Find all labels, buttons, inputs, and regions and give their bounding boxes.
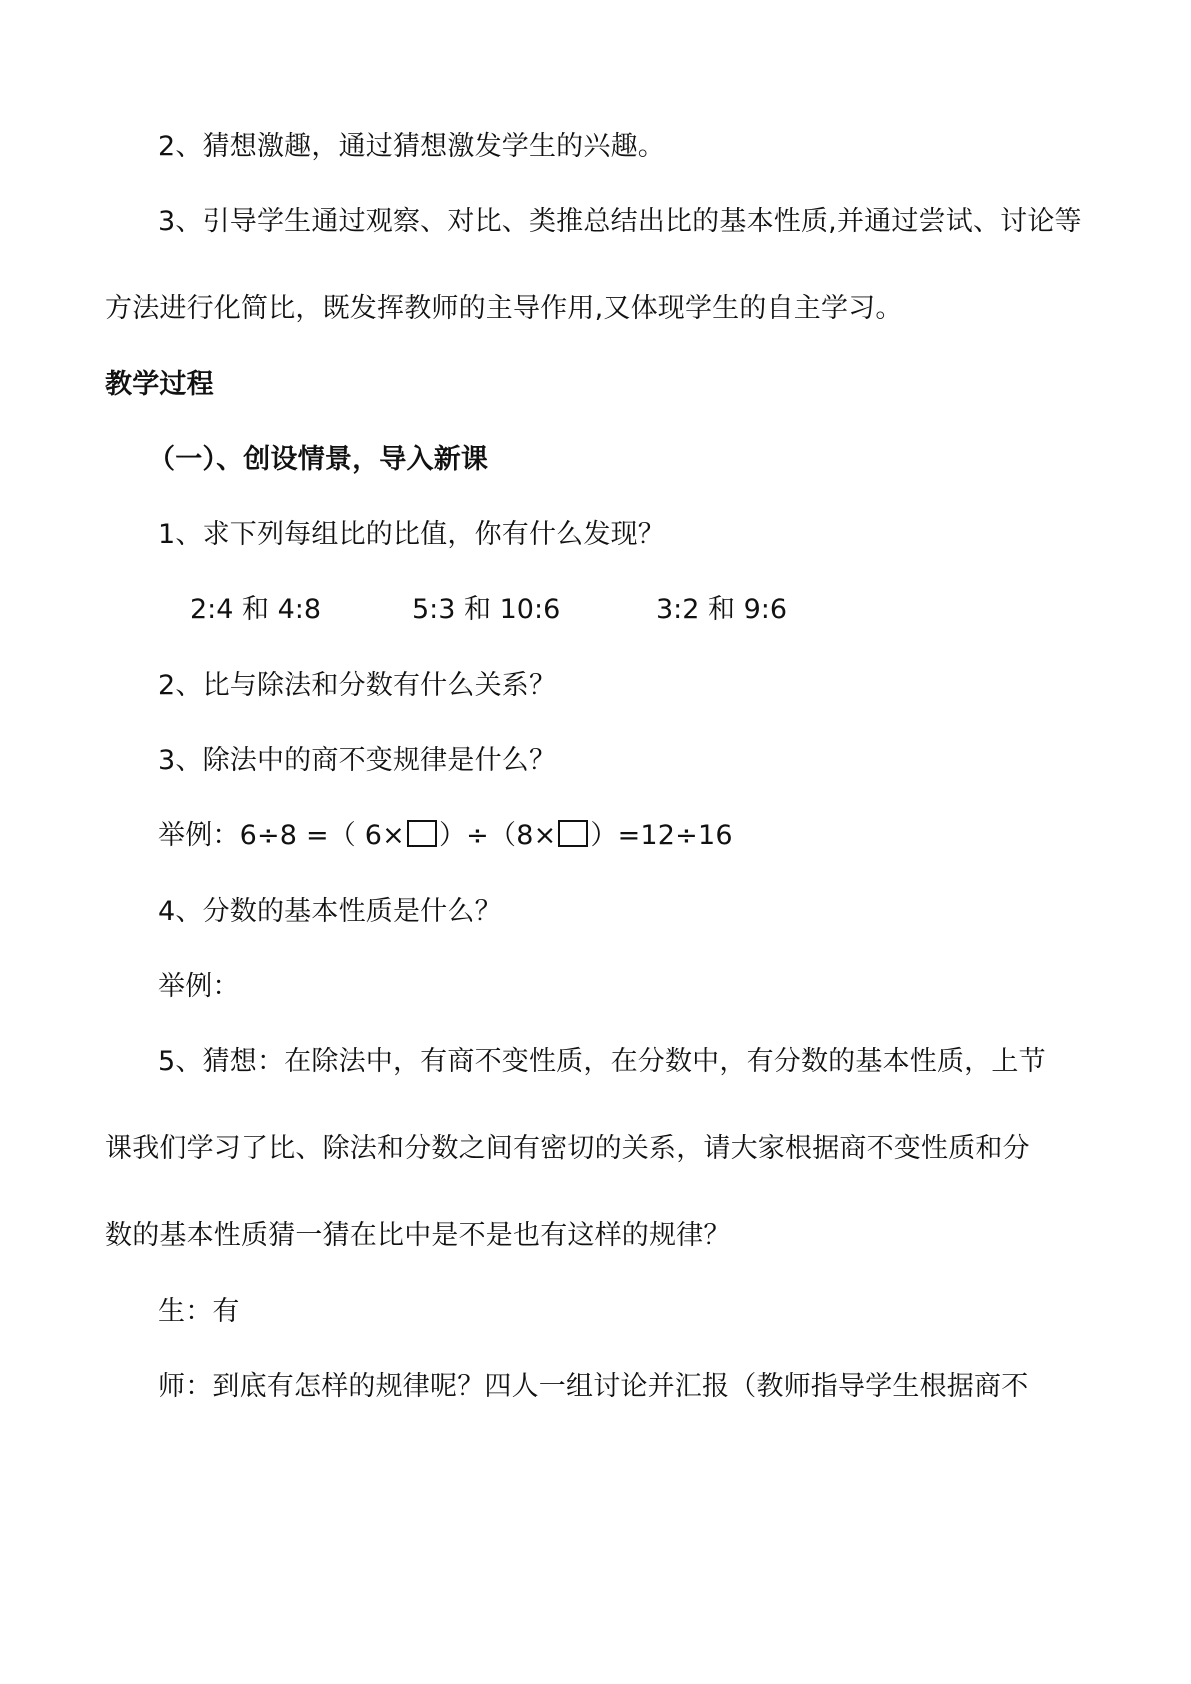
example-equation	[158, 816, 733, 856]
ratio-pair-3: 3:2 和 9:6	[656, 594, 788, 625]
question-3: 3、除法中的商不变规律是什么？	[158, 745, 557, 776]
equation-middle: ）÷（8×	[438, 820, 557, 851]
objective-item-3-line-1: 3、引导学生通过观察、对比、类推总结出比的基本性质,并通过尝试、讨论等	[158, 206, 1082, 237]
blank-box	[407, 820, 437, 847]
question-5-line-3: 数的基本性质猜一猜在比中是不是也有这样的规律？	[105, 1220, 731, 1251]
objective-item-3-line-2: 方法进行化简比，既发挥教师的主导作用,又体现学生的自主学习。	[105, 293, 903, 324]
ratio-pair-2: 5:3 和 10:6	[412, 594, 561, 625]
question-2: 2、比与除法和分数有什么关系？	[158, 670, 557, 701]
example-2: 举例：	[158, 971, 240, 1002]
section-heading: 教学过程	[105, 369, 214, 400]
question-5-line-1: 5、猜想：在除法中，有商不变性质，在分数中，有分数的基本性质，上节	[158, 1046, 1046, 1077]
student-answer: 生：有	[158, 1296, 240, 1327]
teacher-prompt: 师：到底有怎样的规律呢？四人一组讨论并汇报（教师指导学生根据商不	[158, 1371, 1029, 1402]
ratio-pair-1: 2:4 和 4:8	[190, 594, 322, 625]
blank-box	[558, 820, 588, 847]
question-1: 1、求下列每组比的比值，你有什么发现？	[158, 519, 665, 550]
subsection-heading: （一）、创设情景，导入新课	[148, 444, 489, 475]
objective-item-2: 2、猜想激趣，通过猜想激发学生的兴趣。	[158, 131, 665, 162]
question-4: 4、分数的基本性质是什么？	[158, 896, 502, 927]
equation-prefix: 举例：6÷8 =（ 6×	[158, 820, 405, 851]
question-5-line-2: 课我们学习了比、除法和分数之间有密切的关系，请大家根据商不变性质和分	[105, 1133, 1030, 1164]
equation-suffix: ）=12÷16	[590, 820, 733, 851]
